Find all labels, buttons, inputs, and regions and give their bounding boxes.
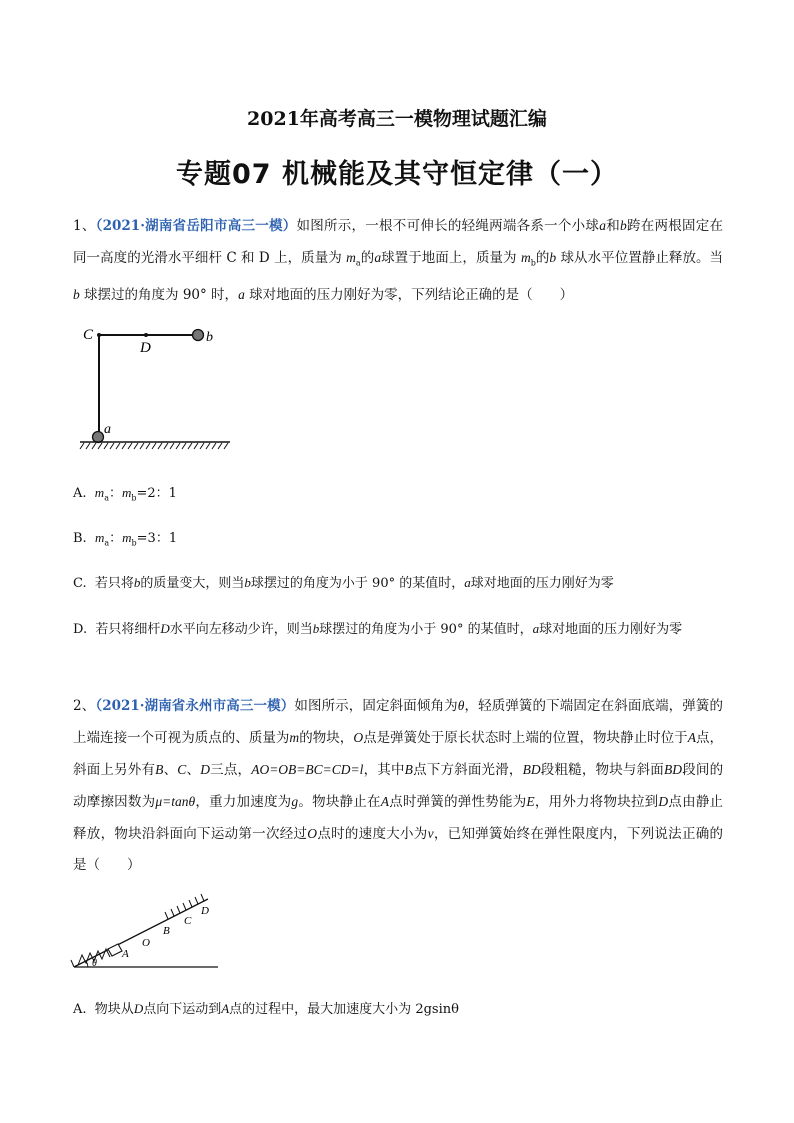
option-d: D. 若只将细杆D水平向左移动少许，则当b球摆过的角度为小于 90° 的某值时，a球对地面的压力刚好为零 — [73, 621, 683, 637]
pendulum-figure — [78, 318, 238, 453]
question-number: 2、 — [73, 698, 96, 714]
question-source: （2021·湖南省岳阳市高三一模） — [95, 218, 297, 234]
incline-figure — [68, 893, 223, 973]
svg-text:B: B — [163, 925, 170, 937]
option-b: B. $m_a$：$m_b=3$：1 — [73, 530, 178, 548]
question-source: （2021·湖南省永州市高三一模） — [95, 698, 295, 714]
svg-text:θ: θ — [92, 958, 97, 969]
question-2-stem: 2、（2021·湖南省永州市高三一模）如图所示，固定斜面倾角为θ，轻质弹簧的下端固定在斜面底端，弹簧的上端连接一个可视为质点的、质量为m的物块，O点是弹簧处于原长状态时上端的位置，物块静止时位于A点，斜面上另外有B、C、D三点，AO=OB=BC=CD=l，其中B点下方斜面光滑，BD段粗糙，物块与斜面BD段间的动摩擦因数为μ=tanθ，重力加速度为g。物块静止在A点时弹簧的弹性势能为E，用外力将物块拉到D点由静止释放，物块沿斜面向下运动第一次经过O点时的速度大小为v，已知弹簧始终在弹性限度内，下列说法正确的是（ ） — [73, 698, 724, 873]
option-a: A. $m_a$：$m_b=2$：1 — [73, 485, 177, 503]
svg-text:O: O — [142, 937, 150, 949]
svg-text:D: D — [201, 905, 209, 917]
option-a: A. 物块从D点向下运动到A点的过程中，最大加速度大小为 2gsinθ — [73, 1001, 459, 1017]
svg-text:a: a — [104, 422, 111, 437]
svg-text:A: A — [122, 948, 129, 960]
option-c: C. 若只将b的质量变大，则当b球摆过的角度为小于 90° 的某值时，a球对地面的压力刚好为零 — [73, 575, 614, 591]
question-number: 1、 — [73, 218, 96, 234]
topic-title: 专题07 机械能及其守恒定律（一） — [176, 159, 618, 190]
svg-text:b: b — [206, 330, 213, 345]
question-1-stem: 1、（2021·湖南省岳阳市高三一模）如图所示，一根不可伸长的轻绳两端各系一个小球a和b跨在两根固定在同一高度的光滑水平细杆 C 和 D 上，质量为 $m_a$的a球置于地面上，质量为 $m_b$的b 球从水平位置静止释放。当b 球摆过的角度为 90° 时，a 球对地面的压力刚好为零，下列结论正确的是（ ） — [73, 218, 724, 303]
svg-text:D: D — [140, 340, 151, 356]
svg-text:C: C — [83, 327, 94, 343]
svg-text:C: C — [184, 915, 192, 927]
collection-title: 2021年高考高三一模物理试题汇编 — [247, 108, 547, 130]
